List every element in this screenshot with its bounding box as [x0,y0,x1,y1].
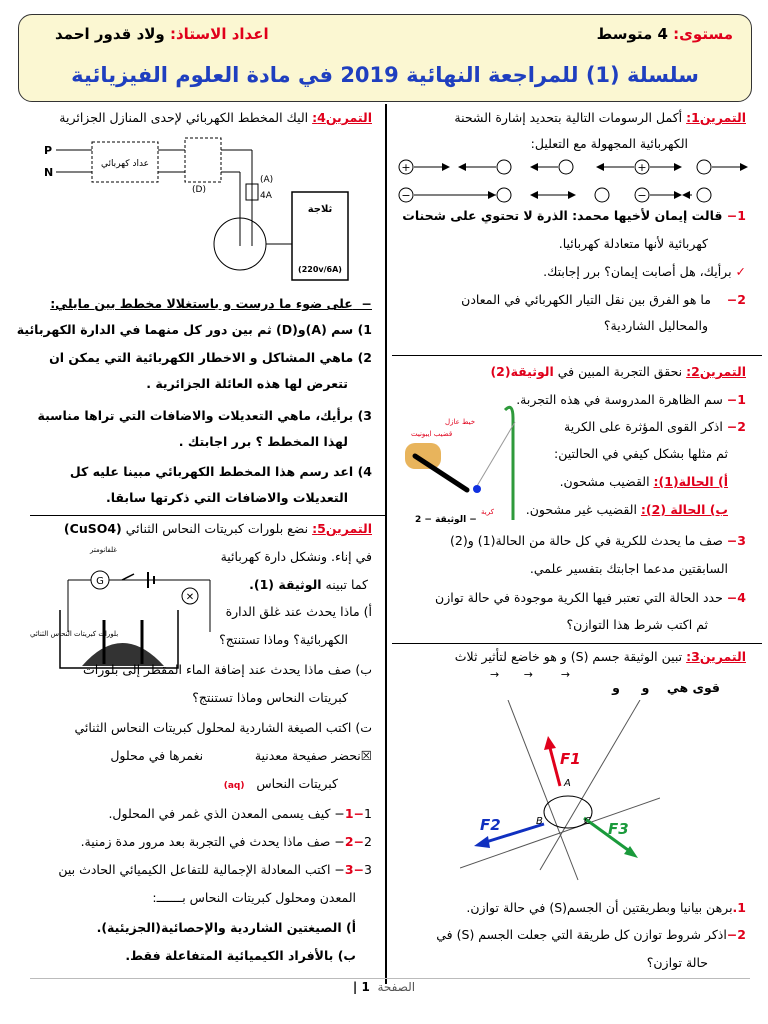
checkmark-icon: ✓ [731,264,746,279]
vector-arrows-inline: → → → [490,668,571,681]
point-C: C [584,816,591,827]
ex5-s3-i: أ) الصيغتين الشاردية والإحصائية(الجزيئية). [96,920,356,935]
ex3-q1: برهن بيانيا وبطريقتين أن الجسم(S) في حالة توازن. [466,900,733,915]
support-stand [505,407,513,520]
ex5-qc: ت) اكتب الصيغة الشاردية لمحلول كبريتات النحاس الثنائي [74,720,372,735]
ex5-s1: 1− كيف يسمى المعدن الذي غمر في المحلول. [108,806,372,821]
prepared-label: اعداد الاستاذ: [169,25,269,43]
rod-label: قضيب ايبونيت [411,430,453,438]
ex4-title: التمرين4: [312,110,372,125]
ex2-title: التمرين2: [686,364,746,379]
force-F1-head [544,736,556,750]
ex2-case1-text: القضيب مشحون. [559,474,654,489]
ex3-q2a: اذكر شروط توازن كل طريقة التي جعلت الجسم (S) في [436,927,727,942]
ex3-forces-figure [460,700,660,890]
ex5-s1-line: 1−1− كيف يسمى المعدن الذي غمر في المحلول. [108,806,372,821]
amp-label: 4A [260,191,272,201]
minus-sign: − [637,189,647,202]
ex2-q4b: ثم اكتب شرط هذا التوازن؟ [566,617,708,632]
ex4-lead: − على ضوء ما درست و باستغلالا مخطط بين مايلي: [50,296,372,311]
switch [122,574,134,580]
thread-line [477,422,515,486]
F2-label: F2 [480,816,501,834]
G-label: G [96,576,104,587]
ex1-q2-num: 2− [726,292,746,307]
force-F2-head [474,836,490,848]
ex2-doc: الوثيقة(2) [490,364,554,379]
ex5-s3a: 3− اكتب المعادلة الإجمالية للتفاعل الكيميائي الحادث بين [58,862,372,877]
ex1-q1-sub: برأيك، هل أصابت إيمان؟ برر إجابتك. [543,264,732,279]
ex3-intro2-line [612,680,720,695]
ex5-title: التمرين5: [312,521,372,536]
ex1-q1-text2: كهربائية لأنها متعادلة كهربائيا. [558,236,708,251]
ex5-circuit-figure [30,540,220,678]
ex4-q3a: 3) برأيك، ماهي التعديلات والاضافات التي تراها مناسبة [37,408,372,423]
fridge-label: ثلاجة [307,204,333,215]
ex5-intro2: في إناء. ونشكل دارة كهربائية [220,549,372,564]
plus-sign: + [401,161,411,174]
ex5-qa1: أ) ماذا يحدث عند غلق الدارة [225,604,372,619]
ex2-q3b: السابقتين مدعما اجابتك بتفسير علمي. [529,561,728,576]
ball-label: كرية [481,508,494,516]
ebonite-rod [415,456,467,490]
ex4-circuit-figure [40,136,380,286]
point-B: B [536,816,543,827]
page-word: الصفحة [377,980,416,994]
point-A: A [564,778,571,789]
teacher-line [55,25,269,43]
P-label: P [44,144,53,157]
hand-shape [405,443,441,469]
ex2-q1: سم الظاهرة المدروسة في هذه التجربة. [516,392,723,407]
level-value: 4 متوسط [596,25,674,43]
ex5-place-line [110,748,372,763]
ex5-s3-ii: ب) بالأفراد الكيميائية المتفاعلة فقط. [125,948,356,963]
charge-pair-3 [596,160,748,174]
ex2-case2-label: ب) الحالة (2): [640,502,728,517]
ex5-intro3: كما تبينه [321,577,368,592]
divider-ex1-ex2 [392,355,762,356]
fridge-rating: (220v/6A) [298,265,342,274]
ex1-intro1: أكمل الرسومات التالية بتحديد إشارة الشحنة [454,110,687,125]
switch-D-box [185,138,221,182]
ex5-s3-line1: 3−3− اكتب المعادلة الإجمالية للتفاعل الكيميائي الحادث بين [58,862,372,877]
A-label: (A) [260,175,274,185]
charge-pair-2 [530,160,573,174]
ex3-q2-line1: 2−اذكر شروط توازن كل طريقة التي جعلت الجسم (S) في [436,927,746,942]
level-label: مستوى: [673,25,733,43]
ex5-intro-line [64,521,372,536]
header-banner [18,14,752,102]
checkbox-icon: ☒ [360,748,372,763]
ex5-qa2: الكهربائية؟ وماذا تستنتج؟ [219,632,348,647]
ex4-q4a: 4) اعد رسم هذا المخطط الكهربائي مبينا عليه كل [69,464,372,479]
ex4-intro: اليك المخطط الكهربائي لإحدى المنازل الجزائرية [59,110,313,125]
column-divider [385,104,387,984]
force-F1-arrow [550,748,560,786]
thread-label: خيط عازل [445,418,476,426]
N-label: N [44,166,54,179]
ex4-intro-line [59,110,372,125]
ex1-q1-line1 [402,208,746,223]
ex1-q1-text1: قالت إيمان لأخيها محمد: الذرة لا تحتوي على شحنات [402,208,727,223]
series-title: سلسلة (1) للمراجعة النهائية 2019 في مادة العلوم الفيزيائية [71,63,699,87]
ex1-q2-line1 [461,292,746,307]
meter-label: عداد كهربائي [100,159,150,169]
ex4-q1: 1) سم (A)و(D) ثم بين دور كل منهما في الدارة الكهربائية [16,322,372,337]
line-of-action-1 [508,700,578,880]
charge-pair-6 [635,188,711,202]
ex2-q2-line: 2− اذكر القوى المؤثرة على الكرية [564,419,746,434]
galv-label: غلفانومتر [90,546,117,554]
crystals-label: بلورات كبريتات النحاس الثنائي [30,630,119,638]
ex3-q1-line: 1.برهن بيانيا وبطريقتين أن الجسم(S) في حالة توازن. [466,900,746,915]
ex5-place1: نحضر صفيحة معدنية [254,748,361,763]
page-footer [0,980,768,994]
ex1-q1-sub-line [543,264,746,279]
ex2-intro: نحقق التجربة المبين في [553,364,687,379]
figure-caption: الوثيقة − 2 − [415,515,477,525]
ex2-q3-line1: 3− صف ما يحدث للكرية في كل حالة من الحالة(1) و(2) [450,533,746,548]
level-line [597,25,733,43]
footer-rule [30,978,750,979]
ex1-q2-text1: ما هو الفرق بين نقل التيار الكهربائي في المعادن [461,292,711,307]
ex2-q4a: حدد الحالة التي تعتبر فيها الكرية موجودة في حالة توازن [435,590,723,605]
ex5-s2-line: 2−2− صف ماذا يحدث في التجربة بعد مرور مدة زمنية. [80,834,372,849]
ex5-s3b: المعدن ومحلول كبريتات النحاس بـــــــ: [152,890,356,905]
ex2-figure [395,398,565,538]
ex1-intro-line [454,110,746,125]
ex5-intro3-line [249,577,368,592]
divider-ex4-ex5 [30,515,385,516]
ex4-lead-text: على ضوء ما درست و باستغلالا مخطط بين مايلي: [50,296,353,311]
D-label: (D) [192,185,206,195]
ex3-and2: و [612,680,620,695]
charges-diagram [392,155,762,210]
ex2-case2-text: القضيب غير مشحون. [525,502,641,517]
ex3-q2b: حالة توازن؟ [646,955,708,970]
ex2-case1-label: أ) الحالة(1): [653,474,728,489]
ex4-q2a: 2) ماهي المشاكل و الاخطار الكهربائية التي يمكن ان [49,350,372,365]
ex2-case1-line [560,474,728,489]
ex5-qb2: كبريتات النحاس وماذا تستنتج؟ [192,690,348,705]
svg-text:✕: ✕ [185,592,195,603]
charge-pair-1 [399,160,511,174]
ex1-q2-text2: والمحاليل الشاردية؟ [603,318,708,333]
ex3-intro1: تبين الوثيقة جسم (S) و هو خاضع لتأثير ثلاث [454,649,687,664]
ex3-intro2: قوى هي [666,680,720,695]
ex5-formula: (CuSO4) [63,521,122,536]
charge-pair-4 [399,188,511,202]
teacher-name: ولاد قدور احمد [55,25,170,43]
ex3-and1: و [641,680,650,695]
ex2-q4-line1: 4− حدد الحالة التي تعتبر فيها الكرية موجودة في حالة توازن [435,590,746,605]
ex5-aq: (aq) [223,781,245,791]
ex4-q4b: التعديلات والاضافات التي ذكرتها سابقا. [105,490,348,505]
ex2-q2b: ثم مثلها بشكل كيفي في الحالتين: [554,446,728,461]
ex2-q3a: صف ما يحدث للكرية في كل حالة من الحالة(1) و(2) [450,533,723,548]
ex3-title: التمرين3: [686,649,746,664]
line-of-action-3 [540,700,640,870]
ex5-intro1: نضع بلورات كبريتات النحاس الثنائي [121,521,313,536]
ex1-q1-num: 1− [726,208,746,223]
ex2-q2a: اذكر القوى المؤثرة على الكرية [564,419,723,434]
ex1-title: التمرين1: [686,110,746,125]
page-number: | 1 [352,980,370,994]
ex5-doc: الوثيقة (1). [249,577,322,592]
ex5-place3-line [224,776,338,791]
ex5-qb1: ب) صف ماذا يحدث عند إضافة الماء المقطر إلى بلورات [83,662,372,677]
ex5-s2: 2− صف ماذا يحدث في التجربة بعد مرور مدة زمنية. [80,834,372,849]
charge-pair-5 [530,188,609,202]
ex2-q1-line: 1− سم الظاهرة المدروسة في هذه التجربة. [516,392,746,407]
plus-sign: + [637,161,647,174]
ex5-place2: نغمرها في محلول [110,748,204,763]
ex5-place3: كبريتات النحاس [256,776,338,791]
F1-label: F1 [560,750,581,768]
ex4-q2b: تتعرض لها هذه العائلة الجزائرية . [146,376,348,391]
ex3-intro-line [455,649,746,664]
ex4-q3b: لهذا المخطط ؟ برر اجابتك . [178,434,348,449]
minus-sign: − [401,189,411,202]
divider-ex2-ex3 [392,643,762,644]
F3-label: F3 [608,820,629,838]
ex2-intro-line [490,364,746,379]
ex1-intro2: الكهربائية المجهولة مع التعليل: [530,136,688,151]
pith-ball [473,485,481,493]
